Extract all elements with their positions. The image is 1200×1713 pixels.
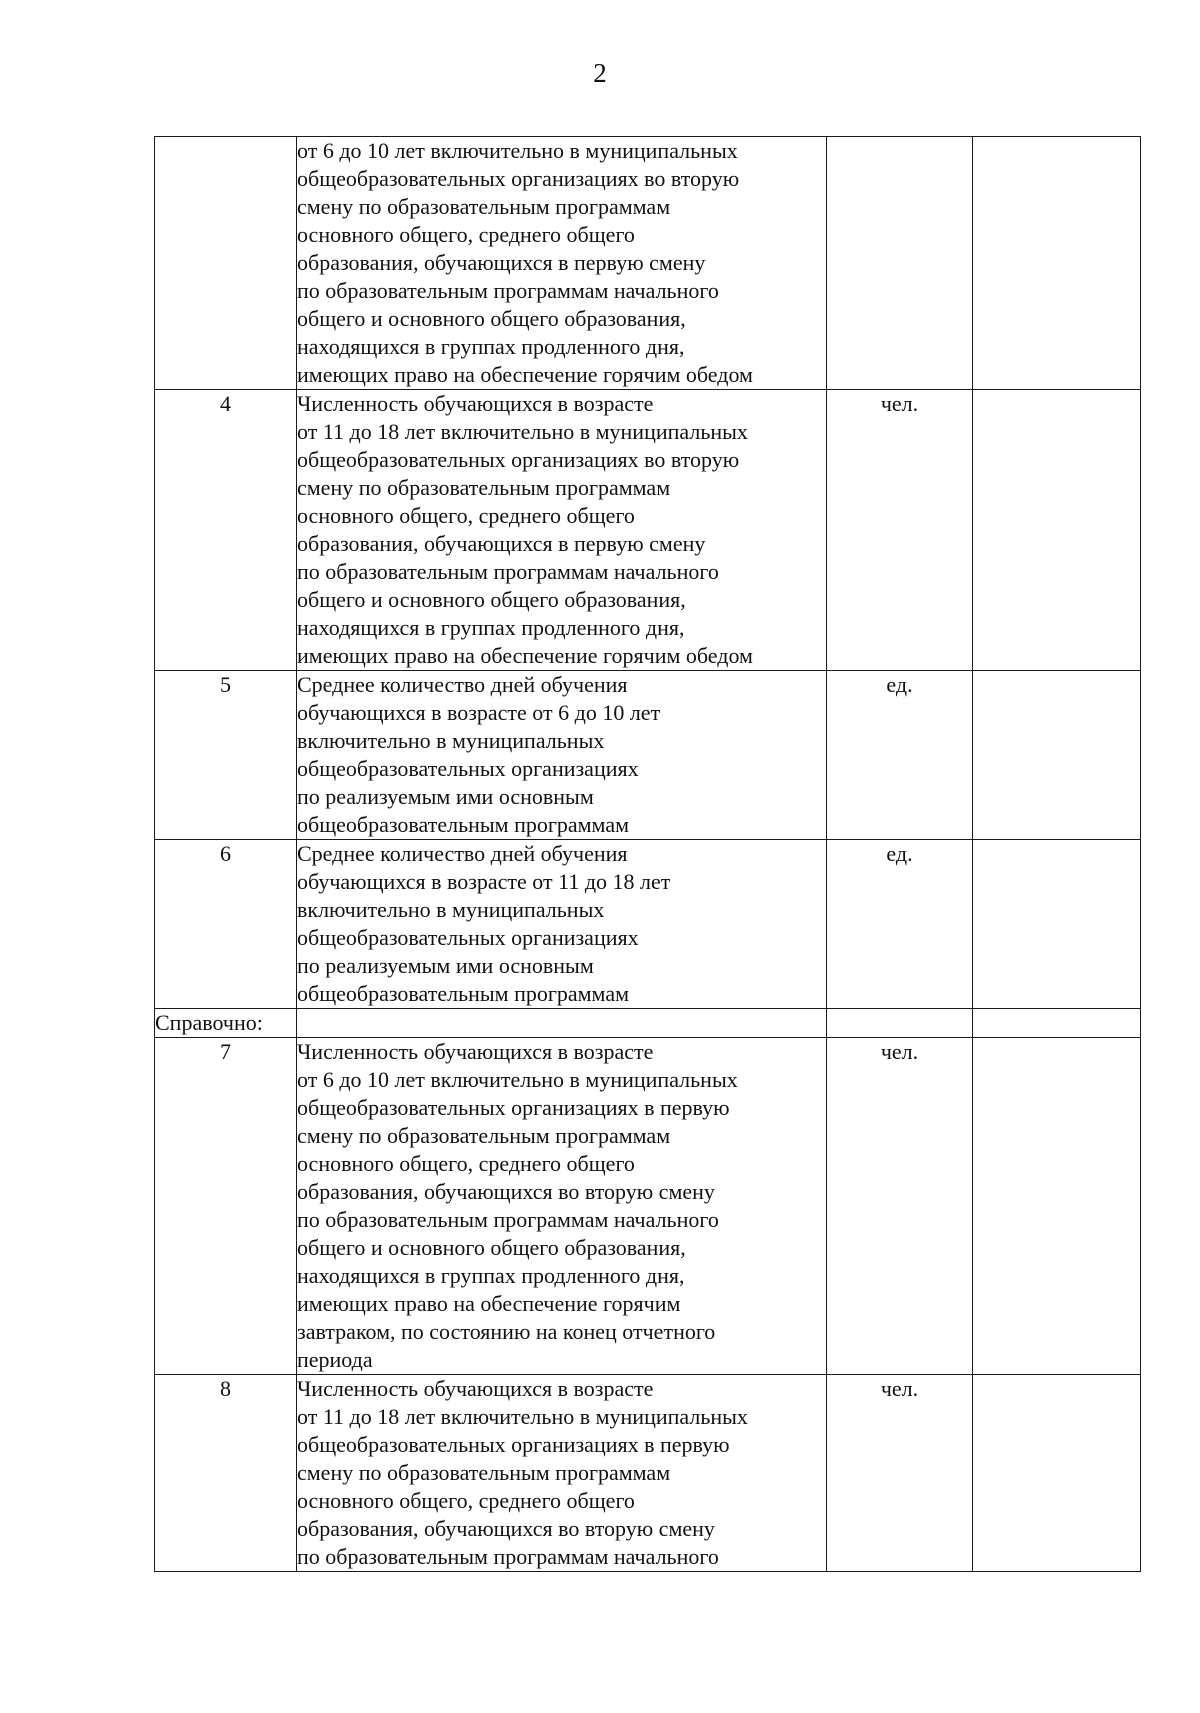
row-number: [155, 137, 297, 390]
indicator-text-line: имеющих право на обеспечение горячим обедом: [297, 362, 753, 387]
indicator-text-line: имеющих право на обеспечение горячим: [297, 1291, 681, 1316]
table-row: [155, 137, 1141, 390]
indicator-text-line: образования, обучающихся в первую смену: [297, 531, 706, 556]
indicator-text-line: Численность обучающихся в возрасте: [297, 391, 654, 416]
indicator-text: [297, 1375, 827, 1572]
indicator-text-line: общеобразовательных организациях в первую: [297, 1432, 730, 1457]
table-row: [155, 671, 1141, 840]
indicator-text-line: включительно в муниципальных: [297, 897, 605, 922]
indicator-text-line: находящихся в группах продленного дня,: [297, 1263, 685, 1288]
unit-of-measure: чел.: [827, 390, 973, 671]
value-cell: [973, 1038, 1141, 1375]
indicator-text-line: по реализуемым ими основным: [297, 953, 594, 978]
indicator-text-line: находящихся в группах продленного дня,: [297, 334, 685, 359]
table-row: [155, 1375, 1141, 1572]
indicator-text-line: общеобразовательным программам: [297, 981, 630, 1006]
unit-of-measure: чел.: [827, 1038, 973, 1375]
indicator-text-line: смену по образовательным программам: [297, 1123, 671, 1148]
indicator-text-line: Среднее количество дней обучения: [297, 672, 628, 697]
value-cell: [973, 390, 1141, 671]
indicator-text-line: смену по образовательным программам: [297, 475, 671, 500]
value-cell: [973, 1375, 1141, 1572]
indicator-text-line: общего и основного общего образования,: [297, 1235, 686, 1260]
indicator-text-line: смену по образовательным программам: [297, 1460, 671, 1485]
indicator-text-line: основного общего, среднего общего: [297, 503, 635, 528]
indicator-text-line: по образовательным программам начального: [297, 1544, 719, 1569]
indicator-text-line: Численность обучающихся в возрасте: [297, 1039, 654, 1064]
indicator-text-line: образования, обучающихся во вторую смену: [297, 1516, 715, 1541]
value-cell: [973, 137, 1141, 390]
table-row: [155, 390, 1141, 671]
indicator-text: [297, 840, 827, 1009]
indicator-text-line: включительно в муниципальных: [297, 728, 605, 753]
value-cell: [973, 671, 1141, 840]
indicator-text-line: от 11 до 18 лет включительно в муниципальных: [297, 419, 748, 444]
unit-of-measure: чел.: [827, 1375, 973, 1572]
indicator-text: [297, 390, 827, 671]
indicator-text-line: Численность обучающихся в возрасте: [297, 1376, 654, 1401]
indicator-text-line: основного общего, среднего общего: [297, 222, 635, 247]
row-number: 7: [155, 1038, 297, 1375]
indicator-text-line: смену по образовательным программам: [297, 194, 671, 219]
indicator-text-line: основного общего, среднего общего: [297, 1488, 635, 1513]
indicator-text-line: по реализуемым ими основным: [297, 784, 594, 809]
indicator-text-line: общеобразовательных организациях во вторую: [297, 166, 740, 191]
indicator-text-line: имеющих право на обеспечение горячим обедом: [297, 643, 753, 668]
unit-of-measure: ед.: [827, 671, 973, 840]
indicators-table: [154, 136, 1141, 1572]
indicator-text-line: периода: [297, 1347, 373, 1372]
row-number: 4: [155, 390, 297, 671]
indicator-text-line: общеобразовательным программам: [297, 812, 630, 837]
indicator-text-line: общеобразовательных организациях: [297, 756, 639, 781]
row-number: 5: [155, 671, 297, 840]
reference-label: Справочно:: [155, 1009, 297, 1038]
value-cell: [973, 840, 1141, 1009]
reference-row: [155, 1009, 1141, 1038]
indicator-text-line: общего и основного общего образования,: [297, 306, 686, 331]
empty-cell: [827, 1009, 973, 1038]
indicator-text-line: от 11 до 18 лет включительно в муниципальных: [297, 1404, 748, 1429]
row-number: 8: [155, 1375, 297, 1572]
indicator-text-line: по образовательным программам начального: [297, 1207, 719, 1232]
indicator-text-line: по образовательным программам начального: [297, 278, 719, 303]
indicator-text-line: от 6 до 10 лет включительно в муниципальных: [297, 138, 738, 163]
indicator-text: [297, 1038, 827, 1375]
indicator-text-line: обучающихся в возрасте от 11 до 18 лет: [297, 869, 671, 894]
indicator-text-line: общеобразовательных организациях во вторую: [297, 447, 740, 472]
table-body: [155, 137, 1141, 1572]
indicator-text-line: общеобразовательных организациях в первую: [297, 1095, 730, 1120]
indicator-text: [297, 671, 827, 840]
indicator-text-line: общеобразовательных организациях: [297, 925, 639, 950]
empty-cell: [973, 1009, 1141, 1038]
indicator-text-line: Среднее количество дней обучения: [297, 841, 628, 866]
indicator-text-line: образования, обучающихся во вторую смену: [297, 1179, 715, 1204]
indicator-text-line: общего и основного общего образования,: [297, 587, 686, 612]
indicator-text-line: от 6 до 10 лет включительно в муниципальных: [297, 1067, 738, 1092]
table-row: [155, 840, 1141, 1009]
unit-of-measure: [827, 137, 973, 390]
row-number: 6: [155, 840, 297, 1009]
empty-cell: [297, 1009, 827, 1038]
indicator-text: [297, 137, 827, 390]
page-number: 2: [593, 58, 607, 88]
unit-of-measure: ед.: [827, 840, 973, 1009]
indicator-text-line: образования, обучающихся в первую смену: [297, 250, 706, 275]
indicator-text-line: завтраком, по состоянию на конец отчетного: [297, 1319, 716, 1344]
indicator-text-line: по образовательным программам начального: [297, 559, 719, 584]
table-row: [155, 1038, 1141, 1375]
indicator-text-line: обучающихся в возрасте от 6 до 10 лет: [297, 700, 661, 725]
indicator-text-line: основного общего, среднего общего: [297, 1151, 635, 1176]
indicator-text-line: находящихся в группах продленного дня,: [297, 615, 685, 640]
